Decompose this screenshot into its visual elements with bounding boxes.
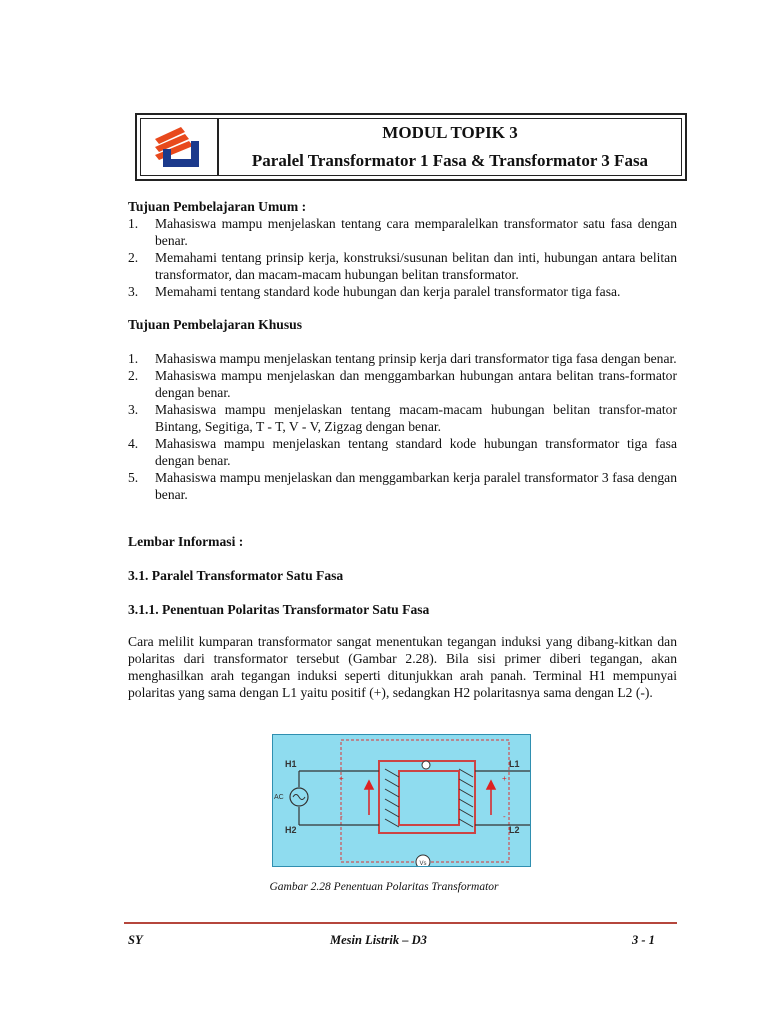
logo: [141, 119, 219, 175]
general-heading: Tujuan Pembelajaran Umum :: [128, 199, 307, 214]
label-h1: H1: [285, 759, 297, 769]
specific-heading: Tujuan Pembelajaran Khusus: [128, 317, 302, 332]
title-cell: [219, 119, 681, 175]
list-item: 4. Mahasiswa mampu menjelaskan tentang standard kode hubungan transformator tiga fasa dengan benar.: [128, 436, 677, 468]
general-list: [128, 215, 677, 300]
list-item: 1. Mahasiswa mampu menjelaskan tentang prinsip kerja dari transformator tiga fasa dengan benar.: [128, 351, 677, 366]
info-heading: Lembar Informasi :: [128, 534, 244, 549]
label-h2: H2: [285, 825, 297, 835]
label-l1: L1: [509, 759, 520, 769]
list-item: 2. Mahasiswa mampu menjelaskan dan menggambarkan hubungan antara belitan trans-formator dengan benar.: [128, 368, 677, 400]
footer-page-number: 3 - 1: [632, 933, 655, 947]
list-item: 3. Memahami tentang standard kode hubungan dan kerja paralel transformator tiga fasa.: [128, 284, 621, 299]
section-heading: 3.1. Paralel Transformator Satu Fasa: [128, 568, 344, 583]
body-paragraph: Cara melilit kumparan transformator sangat menentukan tegangan induksi yang dibang-kitkan dan polaritas dari transformator tersebut (Gambar 2.28). Bila sisi primer diberi tegangan, akan menghasilkan arah tegangan induksi seperti ditunjukkan arah panah. Terminal H1 mempunyai polaritas yang sama dengan L1 yaitu positif (+), sedangkan H2 polaritasnya sama dengan L2 (-).: [128, 634, 677, 700]
list-item: 3. Mahasiswa mampu menjelaskan tentang macam-macam hubungan belitan transfor-mator Bintang, Segitiga, T - T, V - V, Zigzag dengan benar.: [128, 402, 677, 434]
list-item: 5. Mahasiswa mampu menjelaskan dan menggambarkan kerja paralel transformator 3 fasa dengan benar.: [128, 470, 677, 502]
footer-rule: [124, 922, 677, 924]
footer-left: SY: [128, 933, 143, 947]
module-header: [135, 113, 687, 181]
label-ac: AC: [274, 794, 284, 801]
module-title: MODUL TOPIK 3: [382, 123, 518, 142]
logo-icon: [141, 119, 211, 179]
label-l2: L2: [509, 825, 520, 835]
svg-text:+: +: [339, 774, 344, 783]
meter-label: Vs: [419, 861, 427, 866]
subsection-heading: 3.1.1. Penentuan Polaritas Transformator Satu Fasa: [128, 602, 430, 617]
transformer-diagram: [273, 735, 530, 866]
figure-caption: Gambar 2.28 Penentuan Polaritas Transformator: [269, 881, 499, 893]
module-header-inner: [140, 118, 682, 176]
objectives-specific: [128, 316, 677, 503]
polarity-figure: [272, 734, 531, 867]
footer-center: Mesin Listrik – D3: [330, 933, 427, 947]
svg-text:-: -: [503, 812, 506, 821]
objectives-general: [128, 198, 677, 300]
list-item: 2. Memahami tentang prinsip kerja, konstruksi/susunan belitan dan inti, hubungan antara belitan transformator, dan macam-macam hubungan belitan transformator.: [128, 250, 677, 282]
list-item: 1. Mahasiswa mampu menjelaskan tentang cara memparalelkan transformator satu fasa dengan benar.: [128, 216, 677, 248]
module-subtitle: Paralel Transformator 1 Fasa & Transformator 3 Fasa: [251, 151, 649, 170]
specific-list: [128, 350, 677, 503]
svg-text:-: -: [340, 812, 343, 821]
svg-text:+: +: [502, 774, 507, 783]
